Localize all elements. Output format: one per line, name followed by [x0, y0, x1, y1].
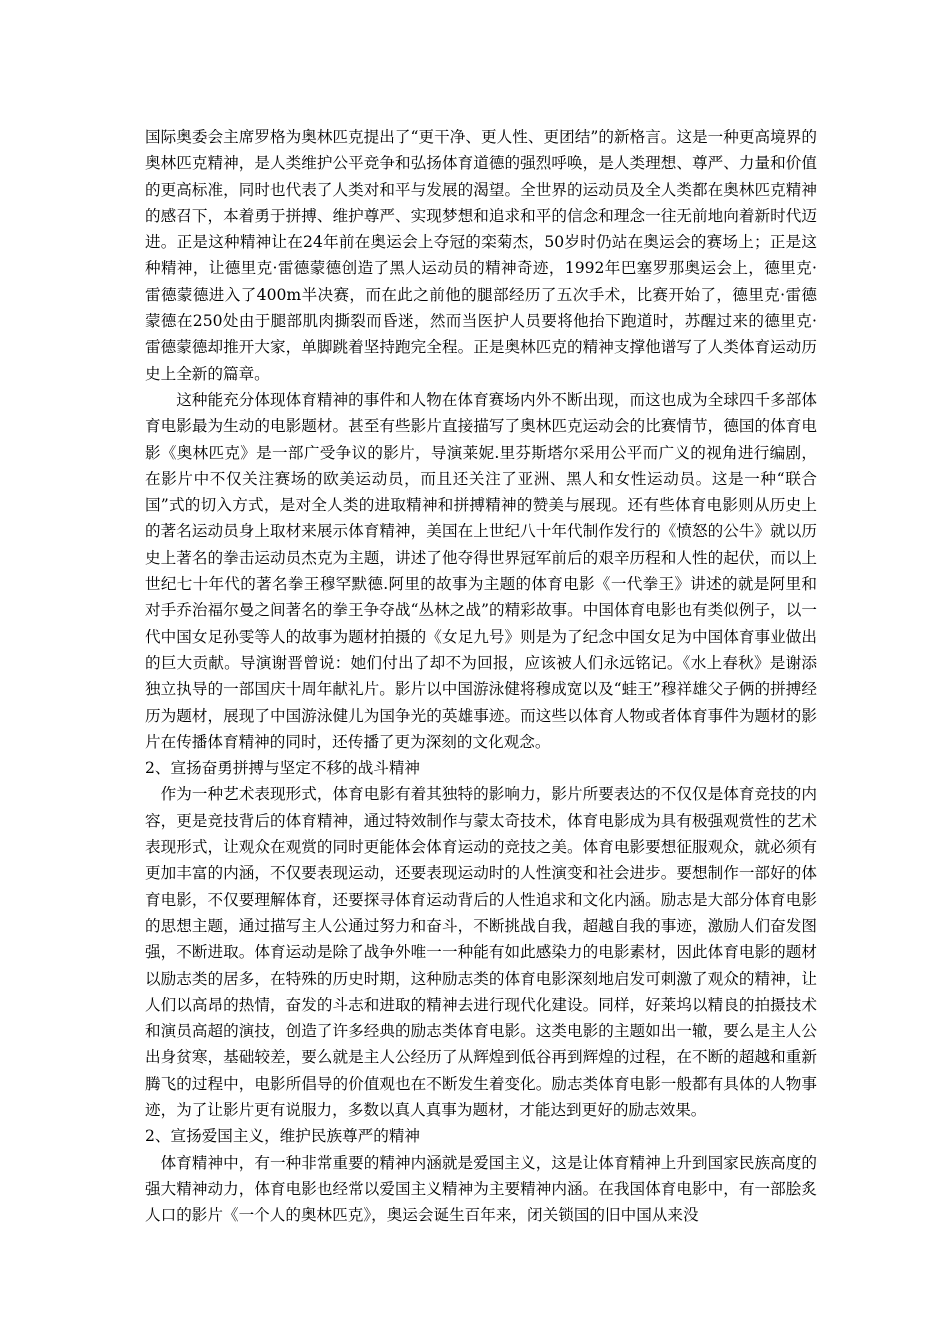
paragraph-4: 体育精神中，有一种非常重要的精神内涵就是爱国主义，这是让体育精神上升到国家民族高度的强大精神动力，体育电影也经常以爱国主义精神为主要精神内涵。在我国体育电影中，有一部脍炙人口的影片《一个人的奥林匹克》，奥运会诞生百年来，闭关锁国的旧中国从来没: [145, 1153, 817, 1225]
section-heading-1: 2、宣扬奋勇拼搏与坚定不移的战斗精神: [145, 759, 421, 778]
paragraph-2: 这种能充分体现体育精神的事件和人物在体育赛场内外不断出现，而这也成为全球四千多部体育电影最为生动的电影题材。甚至有些影片直接描写了奥林匹克运动会的比赛情节，德国的体育电影《奥林匹克》是一部广受争议的影片，导演莱妮.里芬斯塔尔采用公平而广义的视角进行编剧，在影片中不仅关注赛场的欧美运动员，而且还关注了亚洲、黑人和女性运动员。这是一种“联合国”式的切入方式，是对全人类的进取精神和拼搏精神的赞美与展现。还有些体育电影则从历史上的著名运动员身上取材来展示体育精神，美国在上世纪八十年代制作发行的《愤怒的公牛》就以历史上著名的拳击运动员杰克为主题，讲述了他夺得世界冠军前后的艰辛历程和人性的起伏，而以上世纪七十年代的著名拳王穆罕默德.阿里的故事为主题的体育电影《一代拳王》讲述的就是阿里和对手乔治福尔曼之间著名的拳王争夺战“丛林之战”的精彩故事。中国体育电影也有类似例子，以一代中国女足孙雯等人的故事为题材拍摄的《女足九号》则是为了纪念中国女足为中国体育事业做出的巨大贡献。导演谢晋曾说：她们付出了却不为回报，应该被人们永远铭记。《水上春秋》是谢添独立执导的一部国庆十周年献礼片。影片以中国游泳健将穆成宽以及“蛙王”穆祥雄父子俩的拼搏经历为题材，展现了中国游泳健儿为国争光的英雄事迹。而这些以体育人物或者体育事件为题材的影片在传播体育精神的同时，还传播了更为深刻的文化观念。: [145, 390, 817, 751]
paragraph-1: 国际奥委会主席罗格为奥林匹克提出了“更干净、更人性、更团结”的新格言。这是一种更高境界的奥林匹克精神，是人类维护公平竞争和弘扬体育道德的强烈呼唤，是人类理想、尊严、力量和价值的更高标准，同时也代表了人类对和平与发展的渴望。全世界的运动员及全人类都在奥林匹克精神的感召下，本着勇于拼搏、维护尊严、实现梦想和追求和平的信念和理念一往无前地向着新时代迈进。正是这种精神让在24年前在奥运会上夺冠的栾菊杰，50岁时仍站在奥运会的赛场上；正是这种精神，让德里克·雷德蒙德创造了黑人运动员的精神奇迹，1992年巴塞罗那奥运会上，德里克·雷德蒙德进入了400m半决赛，而在此之前他的腿部经历了五次手术，比赛开始了，德里克·雷德蒙德在250处由于腿部肌肉撕裂而昏迷，然而当医护人员要将他抬下跑道时，苏醒过来的德里克·雷德蒙德却推开大家，单脚跳着坚持跑完全程。正是奥林匹克的精神支撑他谱写了人类体育运动历史上全新的篇章。: [145, 128, 817, 383]
section-heading-2: 2、宣扬爱国主义，维护民族尊严的精神: [145, 1127, 421, 1146]
paragraph-3: 作为一种艺术表现形式，体育电影有着其独特的影响力，影片所要表达的不仅仅是体育竞技的内容，更是竞技背后的体育精神，通过特效制作与蒙太奇技术，体育电影成为具有极强观赏性的艺术表现形式，让观众在观赏的同时更能体会体育运动的竞技之美。体育电影要想征服观众，就必须有更加丰富的内涵，不仅要表现运动，还要表现运动时的人性演变和社会进步。要想制作一部好的体育电影，不仅要理解体育，还要探寻体育运动背后的人性追求和文化内涵。励志是大部分体育电影的思想主题，通过描写主人公通过努力和奋斗，不断挑战自我，超越自我的事迹，激励人们奋发图强，不断进取。体育运动是除了战争外唯一一种能有如此感染力的电影素材，因此体育电影的题材以励志类的居多，在特殊的历史时期，这种励志类的体育电影深刻地启发可刺激了观众的精神，让人们以高昂的热情，奋发的斗志和进取的精神去进行现代化建设。同样，好莱坞以精良的拍摄技术和演员高超的演技，创造了许多经典的励志类体育电影。这类电影的主题如出一辙，要么是主人公出身贫寒，基础较差，要么就是主人公经历了从辉煌到低谷再到辉煌的过程，在不断的超越和重新腾飞的过程中，电影所倡导的价值观也在不断发生着变化。励志类体育电影一般都有具体的人物事迹，为了让影片更有说服力，多数以真人真事为题材，才能达到更好的励志效果。: [145, 785, 817, 1119]
document-body: [145, 124, 817, 1228]
